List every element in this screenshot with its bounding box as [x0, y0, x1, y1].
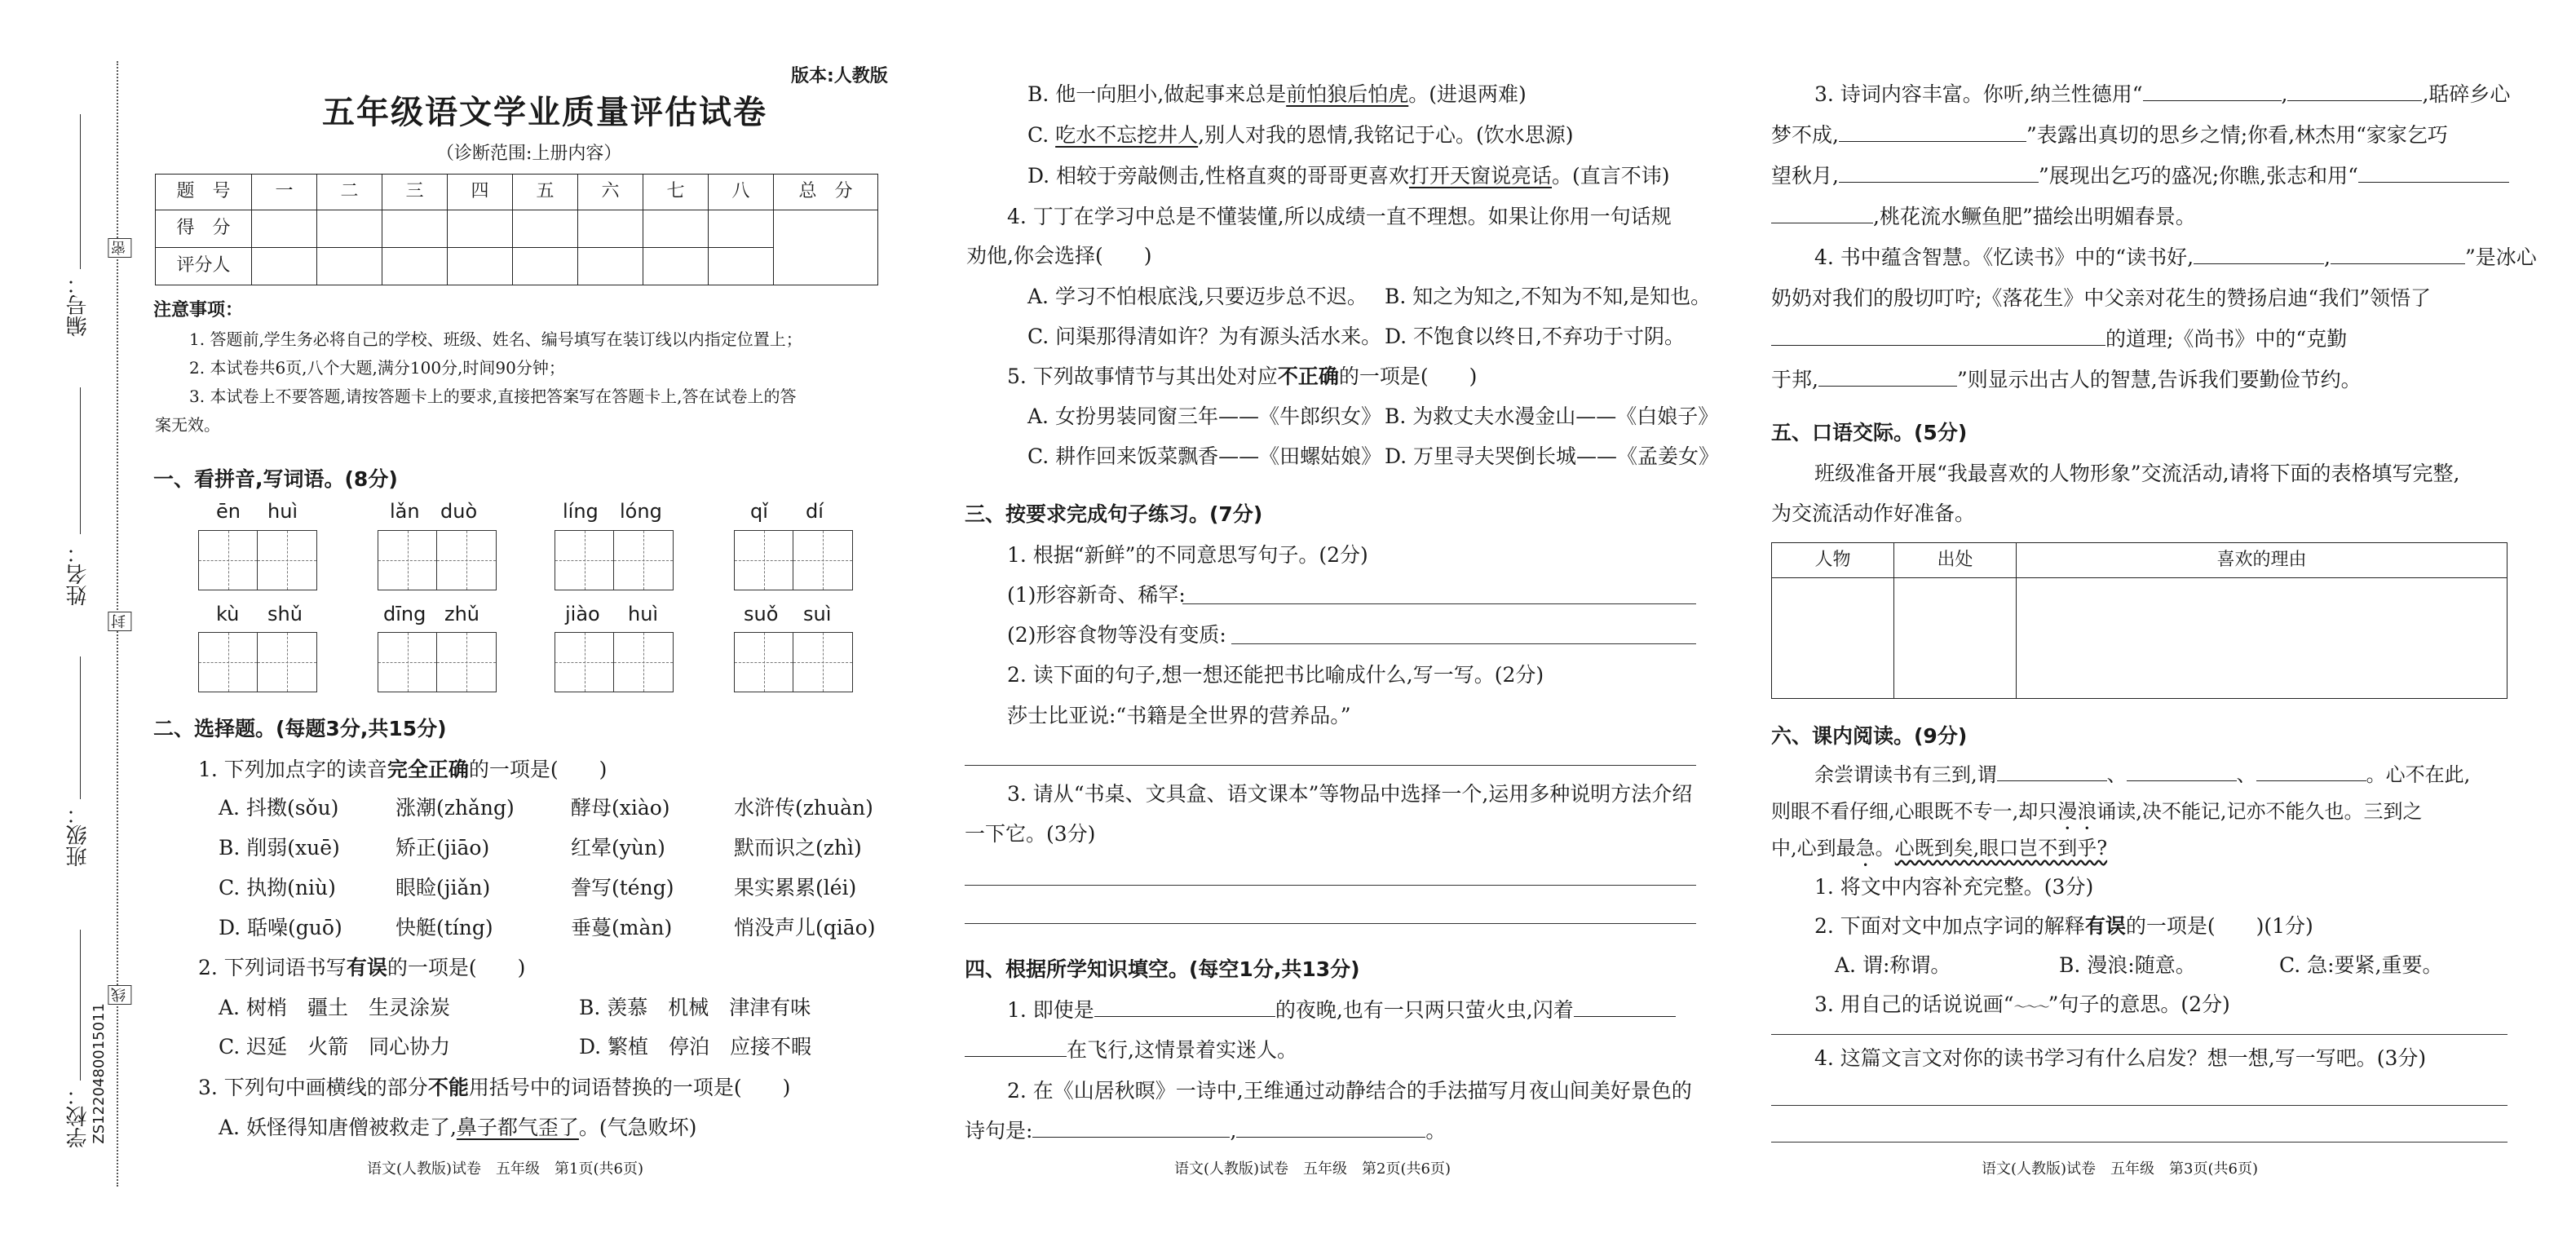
q1-row-b4: 默而识之(zhì) — [734, 836, 862, 860]
pinyin-8a: suǒ — [744, 603, 779, 625]
p3-q3-blank-2[interactable] — [2287, 83, 2422, 101]
s6-q4-stem: 4. 这篇文言文对你的读书学习有什么启发？想一想,写一写吧。(3分) — [1814, 1046, 2427, 1070]
class-label: 班级： — [66, 803, 91, 867]
note-3: 3. 本试卷上不要答题,请按答题卡上的要求,直接把答案写在答题卡上,答在试卷上的答 — [189, 387, 797, 406]
q5-option-a: A. 女扮男装同窗三年——《牛郎织女》 — [1027, 404, 1381, 428]
s6-q2-option-b: B. 漫浪:随意。 — [2059, 953, 2196, 977]
s4-q1-blank-3[interactable] — [965, 1039, 1067, 1057]
q2-option-d: D. 繁植 停泊 应接不暇 — [579, 1035, 812, 1059]
p3-q4-blank-4[interactable] — [1818, 369, 1957, 387]
s6-q3-answer-line[interactable] — [1771, 1034, 2508, 1035]
exam-subtitle: （诊断范围:上册内容） — [436, 144, 622, 164]
name-label: 姓名： — [66, 542, 91, 606]
note-3-cont: 案无效。 — [155, 415, 220, 435]
writing-grid-5[interactable] — [198, 632, 317, 692]
s3-q1b-label: (2)形容食物等没有变质: — [1007, 623, 1226, 647]
note-2: 2. 本试卷共6页,八个大题,满分100分,时间90分钟； — [189, 358, 565, 378]
s5-cell-reason[interactable] — [2017, 578, 2508, 699]
p3-q3-line4: ,桃花流水鳜鱼肥”描绘出明媚春景。 — [1771, 204, 2196, 231]
s5-character-table — [1771, 542, 2508, 699]
s6-q2-option-a: A. 谓:称谓。 — [1835, 953, 1951, 977]
s6-blank-3[interactable] — [2256, 763, 2366, 781]
s3-q2-quote: 莎士比亚说:“书籍是全世界的营养品。” — [1007, 704, 1351, 727]
q1-row-d2: 快艇(tíng) — [395, 916, 493, 939]
s6-passage-line3: 中,心到最急。心既到矣,眼口岂不到乎? — [1771, 837, 2108, 860]
p1-q1-stem: 1. 下列加点字的读音完全正确的一项是( ) — [198, 758, 608, 781]
p3-q3-line3: 望秋月, ”展现出乞巧的盛况;你瞧,张志和用“ — [1771, 163, 2509, 190]
section-6-title: 六、课内阅读。(9分) — [1771, 724, 1968, 748]
s5-intro-line1: 班级准备开展“我最喜欢的人物形象”交流活动,请将下面的表格填写完整, — [1814, 462, 2460, 485]
q1-row-b2: 矫正(jiāo) — [395, 836, 490, 860]
s4-q2-blank-1[interactable] — [1032, 1120, 1230, 1138]
s4-q2-line1: 2. 在《山居秋暝》一诗中,王维通过动静结合的手法描写月夜山间美好景色的 — [1007, 1079, 1692, 1103]
q5-option-b: B. 为救丈夫水漫金山——《白娘子》 — [1385, 404, 1719, 428]
s5-col-reason: 喜欢的理由 — [2017, 543, 2508, 578]
score-header-3: 三 — [382, 175, 448, 210]
writing-grid-4[interactable] — [734, 530, 853, 590]
number-label: 编号： — [66, 273, 91, 337]
s3-q3-answer-line-1[interactable] — [965, 885, 1696, 886]
pinyin-4a: qǐ — [750, 500, 768, 523]
s6-q2-option-c: C. 急:要紧,重要。 — [2279, 953, 2443, 977]
p1-q3-stem: 3. 下列句中画横线的部分不能用括号中的词语替换的一项是( ) — [198, 1076, 791, 1099]
q1-row-a3: 酵母(xiào) — [571, 796, 670, 820]
q3-option-d: D. 相较于旁敲侧击,性格直爽的哥哥更喜欢打开天窗说亮话。(直言不讳) — [1027, 164, 1670, 188]
score-header-6: 六 — [578, 175, 643, 210]
score-header-2: 二 — [317, 175, 382, 210]
s6-q3-stem: 3. 用自己的话说说画“～～～”句子的意思。(2分) — [1814, 992, 2230, 1016]
s6-q2-stem: 2. 下面对文中加点字词的解释有误的一项是( )(1分) — [1814, 914, 2313, 938]
s6-q4-answer-line-1[interactable] — [1771, 1105, 2508, 1106]
p3-q3-blank-4[interactable] — [1839, 165, 2039, 183]
pinyin-5b: shǔ — [267, 603, 303, 625]
q4-option-c: C. 问渠那得清如许？为有源头活水来。 — [1027, 325, 1382, 348]
q1-row-c3: 誊写(téng) — [571, 876, 674, 899]
pinyin-7a: jiào — [565, 603, 600, 625]
s6-q4-answer-line-2[interactable] — [1771, 1142, 2508, 1143]
s4-q1-blank-1[interactable] — [1094, 999, 1275, 1017]
seal-mark-feng: 封 — [108, 612, 131, 631]
s5-cell-person[interactable] — [1772, 578, 1894, 699]
q3-option-b: B. 他一向胆小,做起事来总是前怕狼后怕虎。(进退两难) — [1027, 82, 1527, 106]
q1-row-c4: 果实累累(léi) — [734, 876, 857, 899]
s3-q1b-answer-line[interactable] — [1231, 643, 1696, 644]
s3-q1-stem: 1. 根据“新鲜”的不同意思写句子。(2分) — [1007, 543, 1368, 567]
q4-option-d: D. 不饱食以终日,不弃功于寸阴。 — [1385, 325, 1685, 348]
q4-stem-line1: 4. 丁丁在学习中总是不懂装懂,所以成绩一直不理想。如果让你用一句话规 — [1007, 205, 1672, 228]
q3-option-c: C. 吃水不忘挖井人,别人对我的恩情,我铭记于心。(饮水思源) — [1027, 123, 1574, 147]
s4-q1-line2: 在飞行,这情景着实迷人。 — [965, 1037, 1297, 1064]
q4-option-b: B. 知之为知之,不知为不知,是知也。 — [1385, 285, 1712, 308]
score-header-1: 一 — [252, 175, 317, 210]
pinyin-2a: lǎn — [390, 500, 420, 523]
s5-col-source: 出处 — [1894, 543, 2017, 578]
s6-passage-line1: 余尝谓读书有三到,谓 、 、 。心不在此, — [1814, 763, 2471, 786]
page-1-footer: 语文(人教版)试卷 五年级 第1页(共6页) — [367, 1160, 643, 1178]
p3-q4-line1: 4. 书中蕴含智慧。《忆读书》中的“读书好, , ”是冰心 — [1814, 245, 2537, 269]
p3-q3-line1: 3. 诗词内容丰富。你听,纳兰性德用“ , ,聒碎乡心 — [1814, 82, 2511, 106]
writing-grid-3[interactable] — [555, 530, 674, 590]
p3-q3-blank-5[interactable] — [2358, 165, 2509, 183]
pinyin-4b: dí — [806, 500, 824, 523]
q1-row-c1: C. 执拗(niù) — [219, 876, 336, 899]
binding-code: ZS1220480015011 — [91, 1003, 108, 1144]
s6-blank-2[interactable] — [2127, 763, 2237, 781]
s3-q1a-label: (1)形容新奇、稀罕: — [1007, 583, 1186, 607]
s4-q2-blank-2[interactable] — [1236, 1120, 1425, 1138]
writing-grid-1[interactable] — [198, 530, 317, 590]
s5-col-person: 人物 — [1772, 543, 1894, 578]
pinyin-6a: dīng — [383, 603, 426, 625]
score-header-7: 七 — [643, 175, 709, 210]
pinyin-8b: suì — [803, 603, 832, 625]
s6-q1-stem: 1. 将文中内容补充完整。(3分) — [1814, 875, 2094, 899]
edition-label: 版本:人教版 — [791, 66, 888, 86]
s5-intro-line2: 为交流活动作好准备。 — [1771, 502, 1976, 525]
s5-cell-source[interactable] — [1894, 578, 2017, 699]
p3-q4-blank-2[interactable] — [2331, 246, 2465, 264]
q1-row-a2: 涨潮(zhǎng) — [395, 796, 515, 820]
pinyin-7b: huì — [628, 603, 659, 625]
page-2-footer: 语文(人教版)试卷 五年级 第2页(共6页) — [1174, 1160, 1451, 1178]
pinyin-6b: zhǔ — [444, 603, 480, 625]
q1-row-a1: A. 抖擞(sǒu) — [219, 796, 339, 820]
q1-row-d4: 悄没声儿(qiāo) — [734, 916, 876, 939]
s4-q2-line2: 诗句是: , 。 — [965, 1119, 1447, 1143]
s4-q1-line1: 1. 即使是 的夜晚,也有一只两只萤火虫,闪着 — [1007, 997, 1676, 1024]
writing-grid-8[interactable] — [734, 632, 853, 692]
section-4-title: 四、根据所学知识填空。(每空1分,共13分) — [965, 957, 1360, 981]
p3-q4-line2: 奶奶对我们的殷切叮咛;《落花生》中父亲对花生的赞扬启迪“我们”领悟了 — [1771, 286, 2431, 310]
p3-q4-line3: 的道理;《尚书》中的“克勤 — [1771, 326, 2347, 353]
pinyin-1a: ēn — [216, 500, 241, 523]
notes-title: 注意事项： — [153, 300, 244, 320]
q1-row-b3: 红晕(yùn) — [571, 836, 665, 860]
q1-row-d3: 垂蔓(màn) — [571, 916, 673, 939]
score-row-label: 得 分 — [156, 210, 252, 248]
q2-option-c: C. 迟延 火箭 同心协力 — [219, 1035, 451, 1059]
q3-option-a: A. 妖怪得知唐僧被救走了,鼻子都气歪了。(气急败坏) — [219, 1116, 697, 1139]
pinyin-1b: huì — [267, 500, 298, 523]
p1-q2-stem: 2. 下列词语书写有误的一项是( ) — [198, 956, 526, 979]
score-table — [155, 174, 878, 285]
seal-mark-xian: 线 — [108, 985, 131, 1005]
s3-q2-answer-line[interactable] — [965, 765, 1696, 766]
q1-row-d1: D. 聒噪(guō) — [219, 916, 342, 939]
s6-blank-1[interactable] — [1997, 763, 2107, 781]
writing-grid-7[interactable] — [555, 632, 674, 692]
s3-q3-answer-line-2[interactable] — [965, 923, 1696, 924]
pinyin-3b: lóng — [620, 500, 662, 523]
q2-option-b: B. 羡慕 机械 津津有味 — [579, 996, 811, 1019]
q1-row-b1: B. 削弱(xuē) — [219, 836, 340, 860]
q5-stem: 5. 下列故事情节与其出处对应不正确的一项是( ) — [1007, 365, 1478, 388]
section-2-title: 二、选择题。(每题3分,共15分) — [153, 717, 447, 740]
section-3-title: 三、按要求完成句子练习。(7分) — [965, 502, 1263, 526]
note-1: 1. 答题前,学生务必将自己的学校、班级、姓名、编号填写在装订线以内指定位置上； — [189, 329, 802, 349]
q5-option-d: D. 万里寻夫哭倒长城——《孟姜女》 — [1385, 444, 1720, 468]
score-header-label: 题 号 — [156, 175, 252, 210]
s6-passage-line2: 则眼不看仔细,心眼既不专一,却只漫浪诵读,决不能记,记亦不能久也。三到之 — [1771, 800, 2423, 823]
p3-q4-line4: 于邦, ”则显示出古人的智慧,告诉我们要勤俭节约。 — [1771, 368, 2362, 391]
p3-q3-blank-3[interactable] — [1839, 124, 2026, 142]
section-1-title: 一、看拼音,写词语。(8分) — [153, 467, 398, 491]
pinyin-3a: líng — [563, 500, 599, 523]
s3-q2-stem: 2. 读下面的句子,想一想还能把书比喻成什么,写一写。(2分) — [1007, 663, 1544, 687]
q1-row-a4: 水浒传(zhuàn) — [734, 796, 873, 820]
p3-q3-blank-1[interactable] — [2143, 83, 2282, 101]
writing-grid-2[interactable] — [378, 530, 497, 590]
exam-title: 五年级语文学业质量评估试卷 — [322, 94, 767, 131]
score-header-4: 四 — [448, 175, 513, 210]
q2-option-a: A. 树梢 疆土 生灵涂炭 — [219, 996, 450, 1019]
p3-q4-blank-1[interactable] — [2194, 246, 2324, 264]
score-header-total: 总 分 — [774, 175, 878, 210]
seal-mark-mi: 密 — [108, 238, 131, 258]
p3-q3-line2: 梦不成, ”表露出真切的思乡之情;你看,林杰用“家家乞巧 — [1771, 123, 2448, 147]
score-header-8: 八 — [709, 175, 774, 210]
grader-row-label: 评分人 — [156, 248, 252, 285]
s3-q3-stem-line1: 3. 请从“书桌、文具盒、语文课本”等物品中选择一个,运用多种说明方法介绍 — [1007, 782, 1693, 806]
pinyin-2b: duò — [440, 500, 478, 523]
p3-q3-blank-6[interactable] — [1771, 206, 1873, 223]
score-header-5: 五 — [513, 175, 578, 210]
s3-q1a-answer-line[interactable] — [1182, 603, 1696, 604]
writing-grid-6[interactable] — [378, 632, 497, 692]
pinyin-5a: kù — [216, 603, 240, 625]
s4-q1-blank-2[interactable] — [1574, 999, 1676, 1017]
q4-stem-line2: 劝他,你会选择( ) — [966, 244, 1152, 267]
section-5-title: 五、口语交际。(5分) — [1771, 421, 1968, 444]
s3-q3-stem-line2: 一下它。(3分) — [965, 822, 1096, 846]
q1-row-c2: 眼睑(jiǎn) — [395, 876, 491, 899]
school-label: 学校： — [66, 1085, 91, 1148]
q4-option-a: A. 学习不怕根底浅,只要迈步总不迟。 — [1027, 285, 1368, 308]
p3-q4-blank-3[interactable] — [1771, 328, 2105, 346]
page-3-footer: 语文(人教版)试卷 五年级 第3页(共6页) — [1982, 1160, 2258, 1178]
q5-option-c: C. 耕作回来饭菜飘香——《田螺姑娘》 — [1027, 444, 1382, 468]
